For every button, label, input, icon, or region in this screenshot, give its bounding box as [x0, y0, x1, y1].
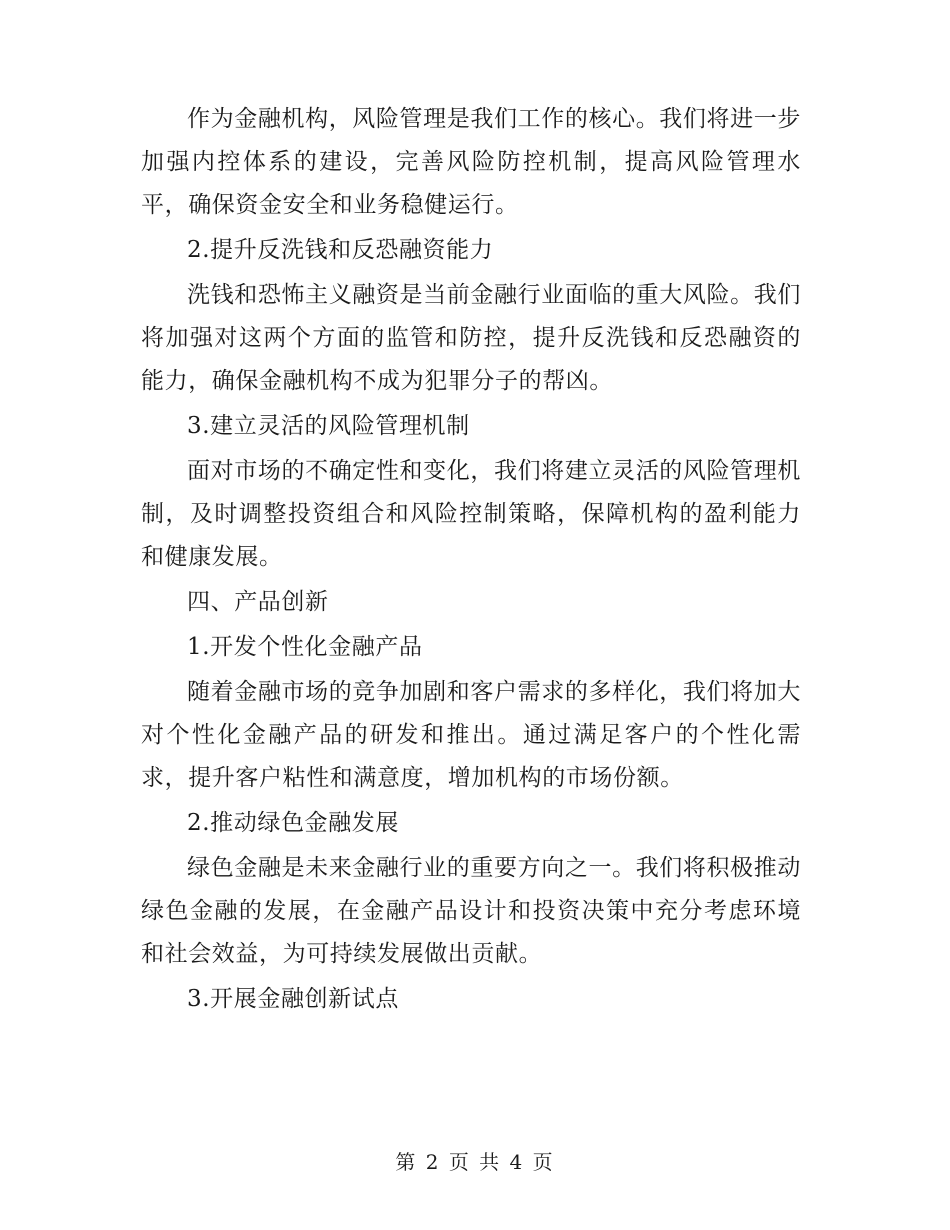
- heading-flexible-risk: 3.建立灵活的风险管理机制: [187, 413, 470, 439]
- heading-personalized-products: 1.开发个性化金融产品: [187, 634, 423, 660]
- paragraph-personalized-products: 随着金融市场的竞争加剧和客户需求的多样化，我们将加大对个性化金融产品的研发和推出。通过满足客户的个性化需求，提升客户粘性和满意度，增加机构的市场份额。: [141, 679, 801, 791]
- paragraph-risk-core: 作为金融机构，风险管理是我们工作的核心。我们将进一步加强内控体系的建设，完善风险防控机制，提高风险管理水平，确保资金安全和业务稳健运行。: [141, 106, 801, 218]
- heading-green-finance: 2.推动绿色金融发展: [187, 810, 399, 836]
- paragraph-flexible-risk: 面对市场的不确定性和变化，我们将建立灵活的风险管理机制，及时调整投资组合和风险控制策略，保障机构的盈利能力和健康发展。: [141, 458, 801, 570]
- page-footer: 第 2 页 共 4 页: [395, 1150, 555, 1174]
- document-page: [141, 98, 801, 1021]
- heading-innovation-pilot: 3.开展金融创新试点: [187, 986, 399, 1012]
- paragraph-aml: 洗钱和恐怖主义融资是当前金融行业面临的重大风险。我们将加强对这两个方面的监管和防控，提升反洗钱和反恐融资的能力，确保金融机构不成为犯罪分子的帮凶。: [141, 282, 801, 394]
- section-heading-product-innovation: 四、产品创新: [187, 589, 329, 615]
- heading-aml: 2.提升反洗钱和反恐融资能力: [187, 237, 494, 263]
- paragraph-green-finance: 绿色金融是未来金融行业的重要方向之一。我们将积极推动绿色金融的发展，在金融产品设计和投资决策中充分考虑环境和社会效益，为可持续发展做出贡献。: [141, 855, 801, 967]
